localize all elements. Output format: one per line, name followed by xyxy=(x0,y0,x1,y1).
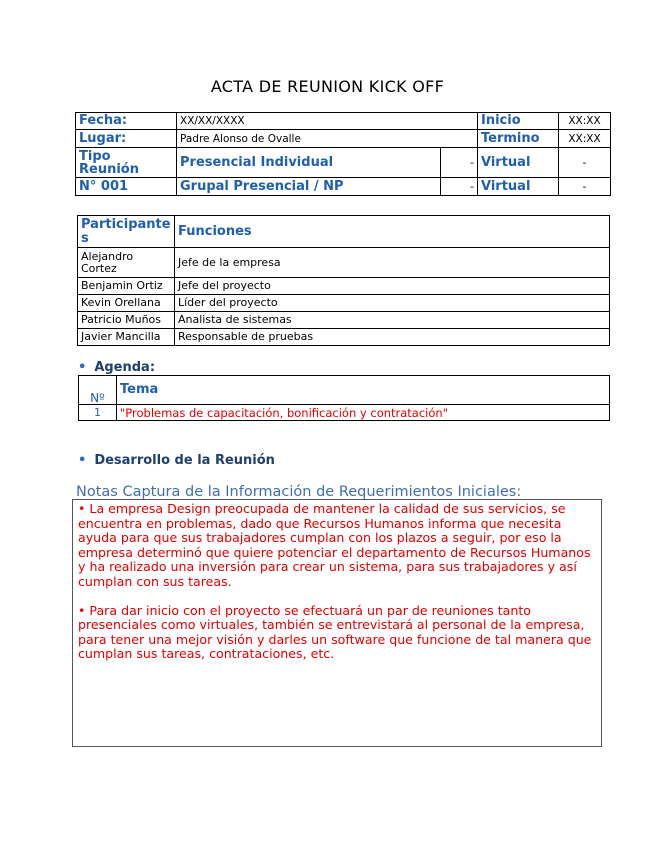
participant-name: Alejandro Cortez xyxy=(78,248,175,278)
fecha-label: Fecha: xyxy=(76,113,177,130)
agenda-table xyxy=(78,375,610,421)
agenda-tema-header: Tema xyxy=(117,376,610,405)
notes-paragraph: • Para dar inicio con el proyecto se efectuará un par de reuniones tanto presenciales como virtuales, también se entrevistará al personal de la empresa, para tener una mejor visión y darles un software que funcione de tal manera que cumplan sus tareas, contrataciones, etc. xyxy=(78,602,592,662)
agenda-heading xyxy=(78,360,155,375)
virtual-value-1: - xyxy=(559,148,611,178)
inicio-value: XX:XX xyxy=(559,113,611,130)
participant-name: Patricio Muños xyxy=(78,312,175,329)
page-title: ACTA DE REUNION KICK OFF xyxy=(210,77,445,96)
development-heading xyxy=(78,453,275,468)
meeting-info-table xyxy=(75,112,611,196)
participant-role: Jefe de la empresa xyxy=(175,248,610,278)
agenda-num: 1 xyxy=(79,405,117,421)
participant-name: Benjamin Ortiz xyxy=(78,278,175,295)
tipo-value: Presencial Individual xyxy=(177,148,441,178)
virtual-label-2: Virtual xyxy=(478,178,559,196)
agenda-heading-text: Agenda: xyxy=(94,360,156,375)
numero-label: N° 001 xyxy=(76,178,177,196)
grupal-value: Grupal Presencial / NP xyxy=(177,178,441,196)
tipo-mark: - xyxy=(441,148,478,178)
lugar-value: Padre Alonso de Ovalle xyxy=(177,130,478,148)
table-row xyxy=(78,295,610,312)
inicio-label: Inicio xyxy=(478,113,559,130)
fecha-value: XX/XX/XXXX xyxy=(177,113,478,130)
participants-header: Participantes xyxy=(78,216,175,248)
participant-role: Responsable de pruebas xyxy=(175,329,610,346)
bullet-icon: • xyxy=(78,453,87,468)
notes-box xyxy=(72,499,602,747)
table-row xyxy=(78,312,610,329)
table-row xyxy=(78,248,610,278)
participant-role: Líder del proyecto xyxy=(175,295,610,312)
participants-table xyxy=(77,215,610,346)
virtual-value-2: - xyxy=(559,178,611,196)
table-row xyxy=(78,329,610,346)
participant-role: Analista de sistemas xyxy=(175,312,610,329)
participant-role: Jefe del proyecto xyxy=(175,278,610,295)
table-row xyxy=(78,278,610,295)
agenda-tema: "Problemas de capacitación, bonificación y contratación" xyxy=(117,405,610,421)
table-row xyxy=(79,405,610,421)
termino-label: Termino xyxy=(478,130,559,148)
virtual-label-1: Virtual xyxy=(478,148,559,178)
notes-paragraph: • La empresa Design preocupada de mantener la calidad de sus servicios, se encuentra en problemas, dado que Recursos Humanos informa que necesita ayuda para que sus trabajadores cumplan con los plazos a seguir, por eso la empresa determinó que quiere potenciar el departamento de Recursos Humanos y ha realizado una inversión para crear un sistema, para sus trabajadores y así cumplan con sus tareas. xyxy=(78,501,591,589)
lugar-label: Lugar: xyxy=(76,130,177,148)
termino-value: XX:XX xyxy=(559,130,611,148)
development-heading-text: Desarrollo de la Reunión xyxy=(94,453,275,468)
grupal-mark: - xyxy=(441,178,478,196)
agenda-num-header: Nº xyxy=(79,376,117,405)
functions-header: Funciones xyxy=(175,216,610,248)
bullet-icon: • xyxy=(78,360,87,375)
participant-name: Javier Mancilla xyxy=(78,329,175,346)
tipo-label: Tipo Reunión xyxy=(76,148,177,178)
participant-name: Kevin Orellana xyxy=(78,295,175,312)
notes-title: Notas Captura de la Información de Requerimientos Iniciales: xyxy=(76,484,522,500)
